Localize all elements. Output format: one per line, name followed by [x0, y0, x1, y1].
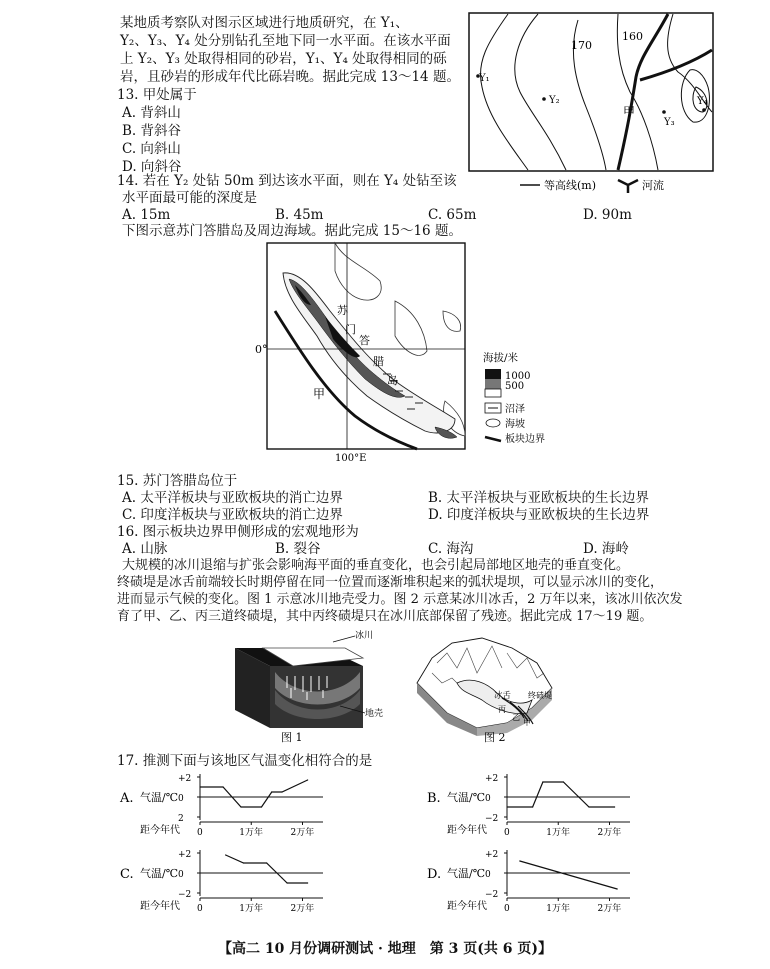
intro3-line-1: 大规模的冰川退缩与扩张会影响海平面的垂直变化，也会引起局部地区地壳的垂直变化。: [122, 558, 630, 573]
chart-c[interactable]: [118, 848, 328, 916]
q13-option-b[interactable]: B. 背斜谷: [122, 123, 182, 139]
legend-river: 河流: [642, 179, 664, 192]
chart-letter: C.: [120, 867, 134, 882]
chart-xlabel: 距今年代: [140, 901, 180, 912]
intro3-line-4: 育了甲、乙、丙三道终碛堤，其中丙终碛堤只在冰川底部保留了残迹。据此完成 17～19 题。: [117, 609, 653, 624]
y3-label: Y₃: [664, 117, 675, 128]
chart-ytick-label: +2: [485, 774, 499, 784]
fig2-label-tongue: 冰舌: [494, 691, 512, 701]
chart-letter: B.: [427, 791, 441, 806]
q16-option-c[interactable]: C. 海沟: [428, 541, 474, 557]
chart-xtick-label: 0: [504, 904, 510, 914]
chart-letter: D.: [427, 867, 442, 882]
chart-d[interactable]: [425, 848, 635, 916]
chart-ylabel: 气温/℃: [447, 867, 486, 880]
chart-point: [281, 877, 282, 878]
island-char-2: 门: [345, 323, 356, 336]
chart-point: [563, 781, 564, 782]
map2-jia-label: 甲: [313, 387, 326, 401]
chart-letter: A.: [120, 791, 134, 806]
chart-ytick-label: 0: [485, 794, 491, 804]
chart-xtick-label: 2万年: [597, 828, 622, 838]
contour-map: [468, 12, 714, 197]
q16-option-d[interactable]: D. 海岭: [583, 541, 629, 557]
q17-stem: 17. 推测下面与该地区气温变化相符合的是: [117, 753, 373, 769]
chart-ytick-label: 0: [178, 794, 184, 804]
intro1-line-1: 某地质考察队对图示区域进行地质研究，在 Y₁、: [120, 15, 409, 31]
contour-label-170: 170: [571, 39, 592, 52]
q14-stem-1: 14. 若在 Y₂ 处钻 50m 到达该水平面，则在 Y₄ 处钻至该: [117, 173, 457, 189]
chart-point: [307, 779, 308, 780]
legend-swamp: 沼泽: [505, 404, 525, 415]
chart-xtick-label: 1万年: [546, 904, 570, 914]
intro3-line-3: 进而显示气候的变化。图 1 示意冰川地壳受力。图 2 示意某冰川冰舌，2 万年以来，该冰川依次发: [117, 592, 683, 607]
q16-option-b[interactable]: B. 裂谷: [275, 541, 321, 557]
chart-ytick-label: −2: [485, 814, 499, 824]
chart-point: [532, 806, 533, 807]
chart-xtick-label: 2万年: [290, 904, 315, 914]
chart-b[interactable]: [425, 772, 635, 840]
chart-point: [271, 791, 272, 792]
chart-xtick-label: 1万年: [239, 828, 263, 838]
intro1-line-4: 岩，且砂岩的形成年代比砾岩晚。据此完成 13～14 题。: [120, 69, 460, 85]
chart-point: [519, 860, 520, 861]
legend-contour: 等高线(m): [544, 179, 597, 192]
q13-option-c[interactable]: C. 向斜山: [122, 141, 181, 157]
fig2-label-jia: 甲: [523, 718, 531, 727]
chart-point: [588, 806, 589, 807]
intro2-text: 下图示意苏门答腊岛及周边海域。据此完成 15～16 题。: [122, 223, 462, 239]
chart-point: [199, 786, 200, 787]
chart-ylabel: 气温/℃: [447, 791, 486, 804]
q14-stem-2: 水平面最可能的深度是: [122, 190, 257, 206]
chart-ytick-label: 0: [485, 870, 491, 880]
chart-point: [617, 888, 618, 889]
q14-option-a[interactable]: A. 15m: [122, 207, 171, 223]
chart-xtick-label: 0: [197, 828, 203, 838]
chart-series-line: [520, 861, 617, 889]
y4-label: Y₄: [697, 96, 708, 107]
chart-a[interactable]: [118, 772, 328, 840]
fig1-label-crust: 地壳: [365, 709, 384, 719]
chart-xtick-label: 1万年: [546, 828, 570, 838]
lat-label: 0°: [255, 343, 268, 356]
chart-series-line: [226, 855, 308, 883]
chart-point: [225, 854, 226, 855]
chart-series-line: [200, 780, 308, 807]
lon-label: 100°E: [335, 453, 367, 463]
chart-ytick-label: 0: [178, 870, 184, 880]
chart-xtick-label: 2万年: [290, 828, 315, 838]
chart-ytick-label: 2: [178, 814, 184, 824]
chart-series-line: [507, 782, 615, 807]
q14-option-b[interactable]: B. 45m: [275, 207, 324, 223]
chart-ytick-label: +2: [178, 774, 192, 784]
chart-xlabel: 距今年代: [140, 825, 180, 836]
q15-option-d[interactable]: D. 印度洋板块与亚欧板块的生长边界: [428, 507, 650, 523]
chart-ylabel: 气温/℃: [140, 791, 179, 804]
chart-xtick-label: 2万年: [597, 904, 622, 914]
q15-option-c[interactable]: C. 印度洋板块与亚欧板块的消亡边界: [122, 507, 343, 523]
chart-xlabel: 距今年代: [447, 901, 487, 912]
sumatra-map: [255, 241, 555, 463]
contour-label-160: 160: [622, 30, 643, 43]
legend-elev-title: 海拔/米: [483, 352, 519, 364]
chart-point: [542, 781, 543, 782]
chart-point: [266, 862, 267, 863]
legend-boundary: 板块边界: [505, 434, 545, 445]
island-char-4: 腊: [373, 355, 384, 368]
chart-ytick-label: +2: [485, 850, 499, 860]
island-char-5: 岛: [387, 374, 398, 387]
q14-option-d[interactable]: D. 90m: [583, 207, 632, 223]
intro1-line-2: Y₂、Y₃、Y₄ 处分别钻孔至地下同一水平面。在该水平面: [120, 33, 451, 49]
chart-xlabel: 距今年代: [447, 825, 487, 836]
q15-stem: 15. 苏门答腊岛位于: [117, 473, 238, 489]
chart-point: [240, 806, 241, 807]
chart-ytick-label: −2: [485, 890, 499, 900]
figure-1: [215, 628, 390, 746]
island-char-3: 答: [359, 334, 370, 347]
chart-point: [506, 806, 507, 807]
chart-xtick-label: 1万年: [239, 904, 263, 914]
y1-label: Y₁: [479, 73, 490, 84]
q14-option-c[interactable]: C. 65m: [428, 207, 477, 223]
q15-option-a[interactable]: A. 太平洋板块与亚欧板块的消亡边界: [122, 490, 343, 506]
q13-option-d[interactable]: D. 向斜谷: [122, 159, 182, 175]
chart-ylabel: 气温/℃: [140, 867, 179, 880]
chart-point: [222, 786, 223, 787]
chart-point: [287, 882, 288, 883]
figure-2: [412, 628, 562, 746]
fig2-caption: 图 2: [484, 731, 506, 744]
chart-point: [614, 806, 615, 807]
y2-label: Y₂: [549, 95, 560, 106]
legend-1000: 1000: [505, 371, 531, 382]
q15-option-b[interactable]: B. 太平洋板块与亚欧板块的生长边界: [428, 490, 650, 506]
intro3-line-2: 终碛堤是冰舌前端较长时期停留在同一位置而逐渐堆积起来的弧状堤坝，可以显示冰川的变化，: [117, 575, 664, 590]
chart-ytick-label: −2: [178, 890, 192, 900]
fig1-label-glacier: 冰川: [355, 631, 374, 641]
chart-point: [307, 882, 308, 883]
island-char-1: 苏: [337, 304, 348, 317]
page-footer: 【高二 10 月份调研测试 · 地理 第 3 页(共 6 页)】: [217, 941, 553, 957]
q16-option-a[interactable]: A. 山脉: [122, 541, 168, 557]
legend-500: 500: [505, 381, 525, 392]
chart-point: [281, 791, 282, 792]
chart-ytick-label: +2: [178, 850, 192, 860]
chart-xtick-label: 0: [504, 828, 510, 838]
fig2-label-yi: 乙: [512, 713, 520, 722]
chart-point: [243, 862, 244, 863]
chart-point: [261, 806, 262, 807]
intro1-line-3: 上 Y₂、Y₃ 处取得相同的砂岩，Y₁、Y₄ 处取得相同的砾: [120, 51, 447, 67]
q13-stem: 13. 甲处属于: [117, 87, 197, 103]
legend-slope: 海坡: [505, 419, 525, 430]
fig1-caption: 图 1: [281, 731, 303, 744]
q16-stem: 16. 图示板块边界甲侧形成的宏观地形为: [117, 524, 359, 540]
river-icon: [618, 180, 638, 193]
jia-label: 甲: [623, 105, 636, 119]
chart-xtick-label: 0: [197, 904, 203, 914]
fig2-label-moraine: 终碛堤: [528, 691, 552, 700]
q13-option-a[interactable]: A. 背斜山: [122, 105, 181, 121]
fig2-label-bing: 丙: [498, 705, 506, 714]
chart-point: [578, 796, 579, 797]
